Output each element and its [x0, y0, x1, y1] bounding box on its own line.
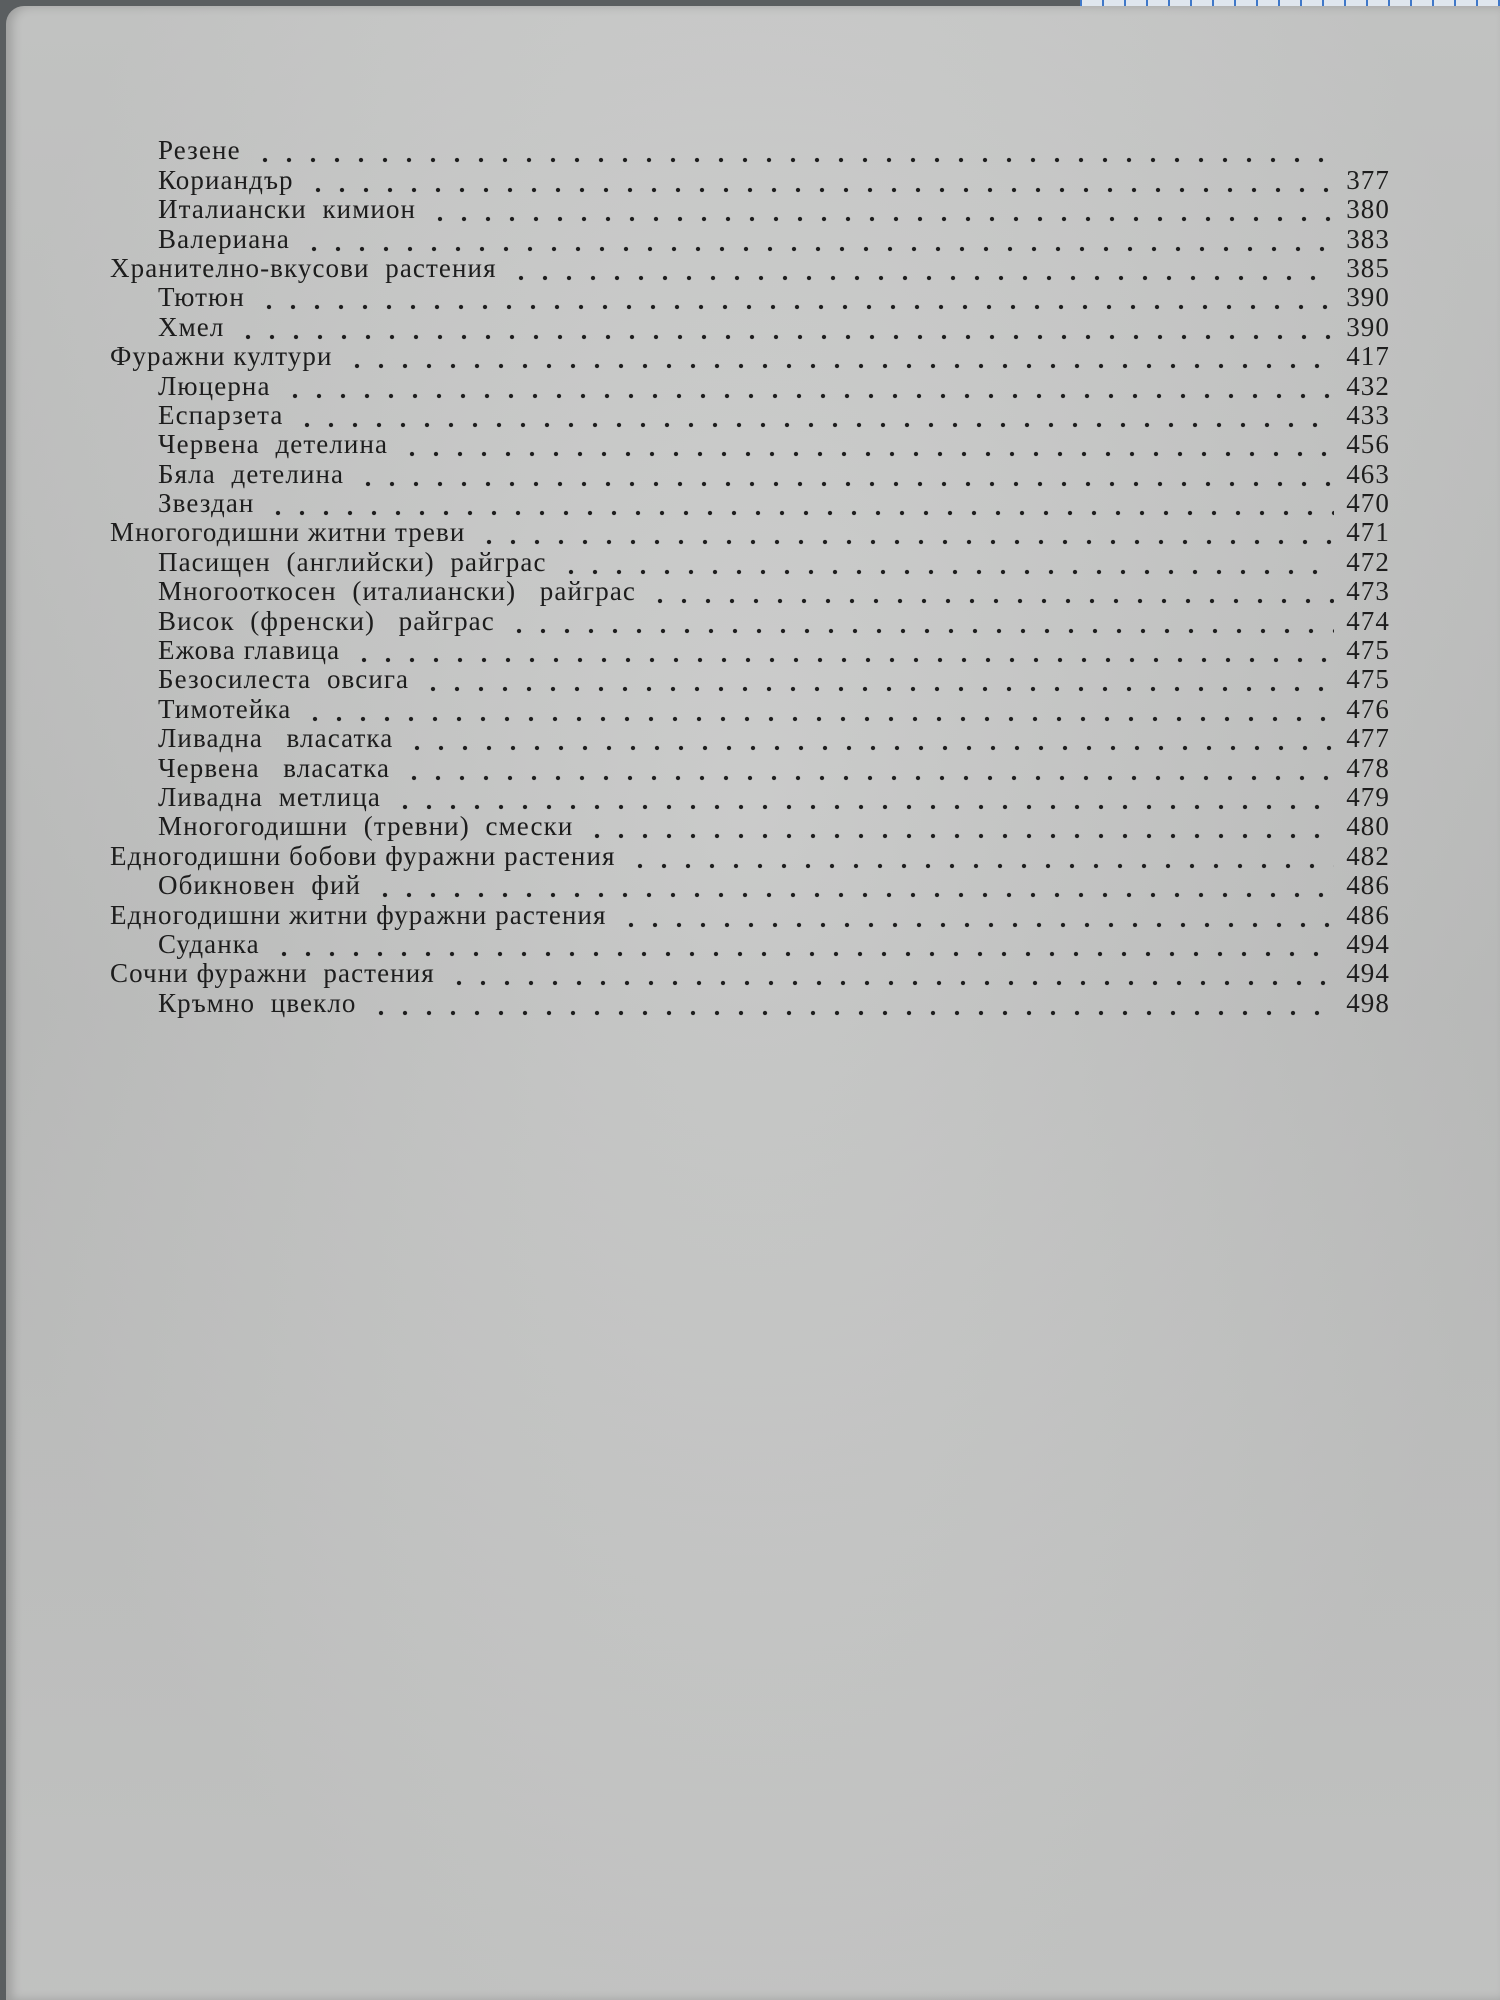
dot-leader — [373, 874, 1334, 898]
toc-entry-page: 456 — [1346, 429, 1390, 460]
toc-entry-page: 486 — [1346, 870, 1390, 901]
toc-entry-title: Висок (френски) райграс — [158, 605, 495, 636]
toc-entry-title: Многооткосен (италиански) райграс — [158, 576, 636, 607]
toc-entry — [110, 489, 1390, 518]
toc-entry-page: 473 — [1346, 576, 1390, 607]
dot-leader — [283, 375, 1334, 399]
toc-entry — [110, 136, 1390, 165]
toc-entry-title: Тимотейка — [158, 693, 292, 724]
dot-leader — [509, 257, 1334, 281]
toc-entry-title: Ливадна метлица — [158, 781, 381, 812]
dot-leader — [302, 228, 1334, 252]
toc-entry-title: Червена детелина — [158, 429, 389, 460]
toc-entry-page: 486 — [1346, 899, 1390, 930]
dot-leader — [272, 933, 1334, 957]
toc-entry — [110, 547, 1390, 576]
toc-entry — [110, 371, 1390, 400]
toc-section — [110, 342, 1390, 371]
dot-leader — [405, 727, 1334, 751]
toc-entry — [110, 606, 1390, 635]
dot-leader — [507, 610, 1334, 634]
toc-entry — [110, 812, 1390, 841]
toc-entry-title: Валериана — [158, 223, 290, 254]
toc-entry-title: Едногодишни житни фуражни растения — [110, 899, 607, 930]
toc-entry-page: 380 — [1346, 194, 1390, 225]
dot-leader — [356, 463, 1334, 487]
dot-leader — [648, 580, 1334, 604]
toc-entry-title: Ливадна власатка — [158, 723, 394, 754]
dot-leader — [345, 345, 1334, 369]
dot-leader — [559, 551, 1334, 575]
toc-entry-page: 475 — [1346, 664, 1390, 695]
toc-entry-page: 472 — [1346, 546, 1390, 577]
dot-leader — [428, 198, 1334, 222]
dot-leader — [628, 845, 1334, 869]
dot-leader — [295, 404, 1334, 428]
toc-section — [110, 518, 1390, 547]
toc-entry — [110, 283, 1390, 312]
dot-leader — [266, 492, 1334, 516]
toc-entry-page: 471 — [1346, 517, 1390, 548]
dot-leader — [421, 668, 1334, 692]
toc-entry-page: 390 — [1346, 311, 1390, 342]
toc-entry-page: 390 — [1346, 282, 1390, 313]
toc-entry-title: Кориандър — [158, 164, 294, 195]
toc-entry-title: Суданка — [158, 928, 260, 959]
toc-entry-title: Резене — [158, 135, 241, 166]
toc-entry-page: 377 — [1346, 164, 1390, 195]
toc-entry — [110, 224, 1390, 253]
toc-entry — [110, 665, 1390, 694]
dot-leader — [585, 815, 1334, 839]
toc-entry-page: 474 — [1346, 605, 1390, 636]
toc-entry-title: Италиански кимион — [158, 194, 417, 225]
toc-entry — [110, 871, 1390, 900]
toc-entry — [110, 577, 1390, 606]
toc-entry — [110, 401, 1390, 430]
toc-entry — [110, 988, 1390, 1017]
toc-entry — [110, 430, 1390, 459]
toc-entry-title: Еспарзета — [158, 399, 284, 430]
toc-entry-page: 480 — [1346, 811, 1390, 842]
toc-entry-page: 463 — [1346, 458, 1390, 489]
toc-entry-title: Кръмно цвекло — [158, 987, 357, 1018]
dot-leader — [257, 286, 1334, 310]
toc-entry-title: Хмел — [158, 311, 225, 342]
toc-entry-page: 478 — [1346, 752, 1390, 783]
toc-entry-page: 482 — [1346, 840, 1390, 871]
toc-entry — [110, 783, 1390, 812]
toc-entry — [110, 195, 1390, 224]
toc-entry-title: Многогодишни житни треви — [110, 517, 466, 548]
toc-entry-page: 383 — [1346, 223, 1390, 254]
dot-leader — [253, 139, 1334, 163]
toc-entry-title: Люцерна — [158, 370, 271, 401]
toc-entry — [110, 312, 1390, 341]
dot-leader — [236, 316, 1334, 340]
toc-entry-title: Бяла детелина — [158, 458, 345, 489]
book-page — [6, 6, 1500, 2000]
toc-entry-page: 417 — [1346, 341, 1390, 372]
toc-entry — [110, 459, 1390, 488]
toc-entry-title: Пасищен (английски) райграс — [158, 546, 547, 577]
toc-entry-page: 476 — [1346, 693, 1390, 724]
dot-leader — [400, 433, 1334, 457]
toc-entry-page: 475 — [1346, 635, 1390, 666]
toc-entry — [110, 165, 1390, 194]
toc-section — [110, 841, 1390, 870]
toc-entry-page: 470 — [1346, 488, 1390, 519]
dot-leader — [369, 992, 1334, 1016]
dot-leader — [447, 962, 1334, 986]
toc-entry-title: Звездан — [158, 488, 255, 519]
toc-entry-page: 494 — [1346, 958, 1390, 989]
toc-entry-title: Многогодишни (тревни) смески — [158, 811, 574, 842]
dot-leader — [477, 521, 1334, 545]
toc-entry — [110, 724, 1390, 753]
toc-section — [110, 254, 1390, 283]
toc-entry-title: Хранително-вкусови растения — [110, 252, 497, 283]
dot-leader — [393, 786, 1334, 810]
toc-entry-page: 385 — [1346, 252, 1390, 283]
toc-entry-page: 432 — [1346, 370, 1390, 401]
dot-leader — [306, 169, 1334, 193]
toc-entry-title: Червена власатка — [158, 752, 391, 783]
toc-entry — [110, 636, 1390, 665]
toc-entry-page: 494 — [1346, 928, 1390, 959]
toc-entry-title: Фуражни култури — [110, 341, 333, 372]
toc-entry-page: 498 — [1346, 987, 1390, 1018]
dot-leader — [402, 757, 1334, 781]
dot-leader — [619, 904, 1334, 928]
toc-entry-title: Едногодишни бобови фуражни растения — [110, 840, 616, 871]
toc-entry — [110, 694, 1390, 723]
toc-entry-page: 433 — [1346, 399, 1390, 430]
toc-entry-title: Тютюн — [158, 282, 245, 313]
dot-leader — [352, 639, 1334, 663]
toc-entry-title: Ежова главица — [158, 635, 341, 666]
toc-entry-title: Обикновен фий — [158, 870, 362, 901]
table-of-contents — [110, 136, 1390, 1018]
toc-section — [110, 900, 1390, 929]
toc-entry-title: Сочни фуражни растения — [110, 958, 435, 989]
dot-leader — [303, 698, 1334, 722]
toc-entry-page: 477 — [1346, 723, 1390, 754]
toc-section — [110, 959, 1390, 988]
toc-entry — [110, 753, 1390, 782]
toc-entry-title: Безосилеста овсига — [158, 664, 410, 695]
toc-entry — [110, 930, 1390, 959]
toc-entry-page: 479 — [1346, 781, 1390, 812]
